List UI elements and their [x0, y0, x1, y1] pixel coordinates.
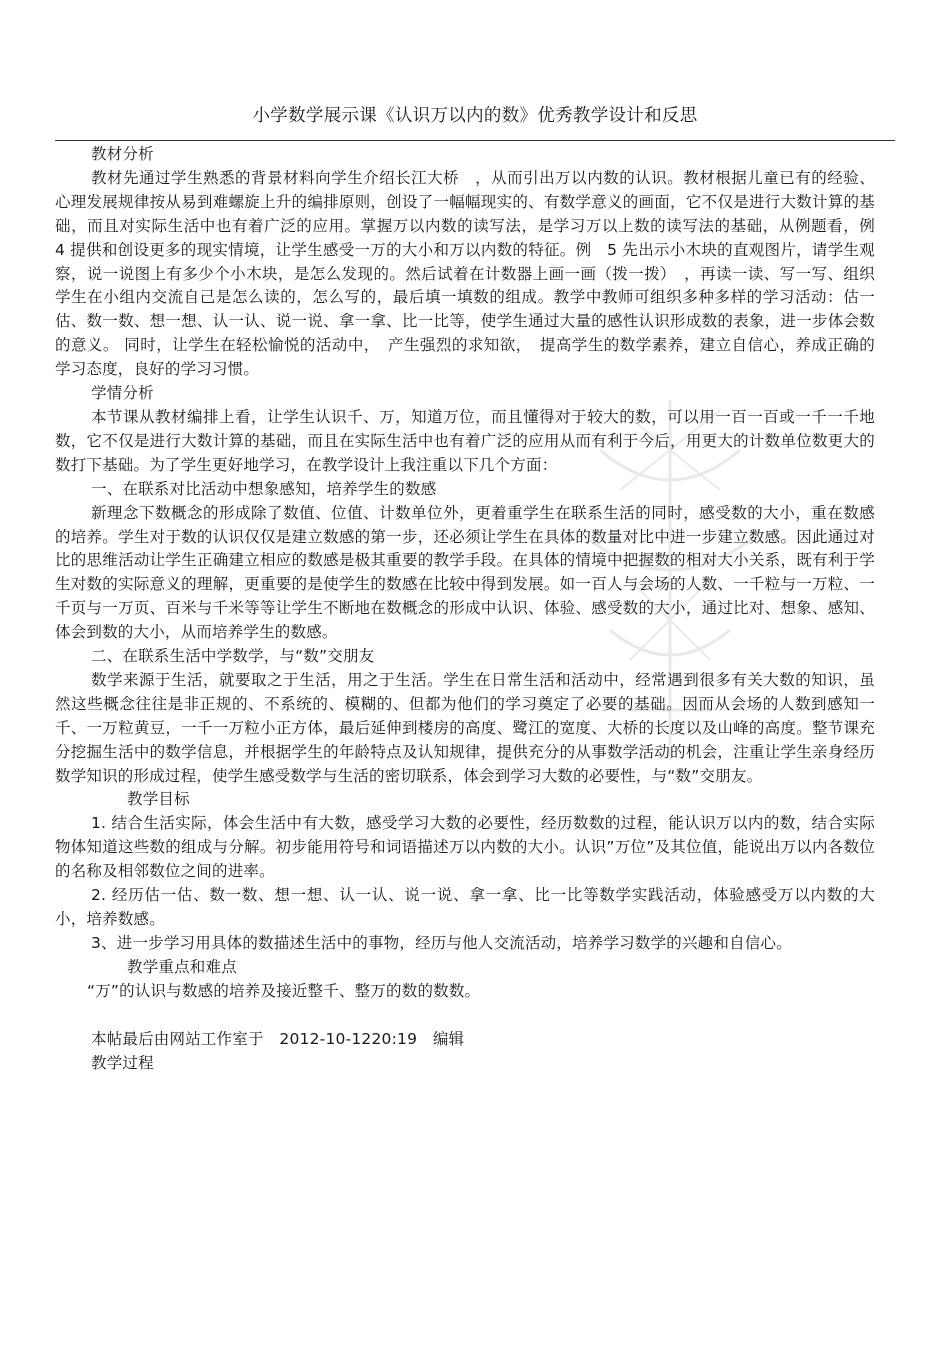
goal-item-3: 3、进一步学习用具体的数描述生活中的事物，经历与他人交流活动，培养学习数学的兴趣和自信心。 [91, 933, 792, 952]
spacer [55, 1004, 875, 1028]
section-heading-student-analysis: 学情分析 [91, 384, 154, 403]
paragraph-point-one: 新理念下数概念的形成除了数值、位值、计数单位外，更着重学生在联系生活的同时，感受数的大小，重在数感的培养。学生对于数的认识仅仅是建立数感的第一步，还必须让学生在具体的数量对比中进一步建立数感。因此通过对比的思维活动让学生正确建立相应的数感是极其重要的教学手段。在具体的情境中把握数的相对大小关系，既有利于学生对数的实际意义的理解，更重要的是使学生的数感在比较中得到发展。如一百人与会场的人数、一千粒与一万粒、一千页与一万页、百米与千米等等让学生不断地在数概念的形成中认识、体验、感受数的大小，通过比对、想象、感知、体会到数的大小，从而培养学生的数感。 [55, 503, 875, 642]
section-heading-teaching-process: 教学过程 [91, 1053, 154, 1072]
paragraph-key-points: “万”的认识与数感的培养及接近整千、整万的数的数数。 [87, 981, 481, 1000]
section-heading-teaching-goals: 教学目标 [127, 790, 190, 809]
section-heading-textbook-analysis: 教材分析 [91, 145, 154, 163]
paragraph-student-analysis: 本节课从教材编排上看，让学生认识千、万，知道万位，而且懂得对于较大的数，可以用一百一百或一千一千地数，它不仅是进行大数计算的基础，而且在实际生活中也有着广泛的应用从而有利于今后，用更大的计数单位数更大的数打下基础。为了学生更好地学习，在教学设计上我注重以下几个方面： [55, 407, 875, 474]
goal-item-2: 2. 经历估一估、数一数、想一想、认一认、说一说、拿一拿、比一比等数学实践活动，体验感受万以内数的大小，培养数感。 [55, 886, 875, 928]
paragraph-point-two: 数学来源于生活，就要取之于生活，用之于生活。学生在日常生活和活动中，经常遇到很多有关大数的知识，虽然这些概念往往是非正规的、不系统的、模糊的、但都为他们的学习奠定了必要的基础。因而从会场的人数到感知一千、一万粒黄豆，一千一万粒小正方体，最后延伸到楼房的高度、鹭江的宽度、大桥的长度以及山峰的高度。整节课充分挖掘生活中的数学信息，并根据学生的年龄特点及认知规律，提供充分的从事数学活动的机会，注重让学生亲身经历数学知识的形成过程，使学生感受数学与生活的密切联系，体会到学习大数的必要性，与“数”交朋友。 [55, 670, 875, 785]
subheading-point-two: 二、在联系生活中学数学，与“数”交朋友 [91, 647, 375, 666]
document-title: 小学数学展示课《认识万以内的数》优秀教学设计和反思 [252, 106, 698, 126]
edit-note: 本帖最后由网站工作室于 2012-10-1220:19 编辑 [91, 1029, 465, 1048]
goal-item-1: 1. 结合生活实际，体会生活中有大数，感受学习大数的必要性，经历数数的过程，能认识万以内的数，结合实际物体知道这些数的组成与分解。初步能用符号和词语描述万以内数的大小。认识”万位”及其位值，能说出万以内各数位的名称及相邻数位之间的进率。 [55, 814, 875, 881]
document-body [55, 143, 891, 1075]
section-heading-key-points: 教学重点和难点 [127, 957, 237, 976]
title-divider [55, 140, 895, 141]
paragraph-textbook-analysis: 教材先通过学生熟悉的背景材料向学生介绍长江大桥 ，从而引出万以内数的认识。教材根据儿童已有的经验、心理发展规律按从易到难螺旋上升的编排原则，创设了一幅幅现实的、有数学意义的画面，它不仅是进行大数计算的基础，而且对实际生活中也有着广泛的应用。掌握万以内数的读写法，是学习万以上数的读写法的基础，从例题看，例 4 提供和创设更多的现实情境，让学生感受一万的大小和万以内数的特征。例 5 先出示小木块的直观图片，请学生观察，说一说图上有多少个小木块，是怎么发现的。然后试着在计数器上画一画（拨一拨） ，再读一读、写一写、组织学生在小组内交流自己是怎么读的，怎么写的，最后填一填数的组成。教学中教师可组织多种多样的学习活动：估一估、数一数、想一想、认一认、说一说、拿一拿、比一比等，使学生通过大量的感性认识形成数的表象，进一步体会数的意义。 同时，让学生在轻松愉悦的活动中， 产生强烈的求知欲， 提高学生的数学素养，建立自信心，养成正确的学习态度，良好的学习习惯。 [55, 168, 891, 379]
subheading-point-one: 一、在联系对比活动中想象感知，培养学生的数感 [91, 479, 437, 498]
